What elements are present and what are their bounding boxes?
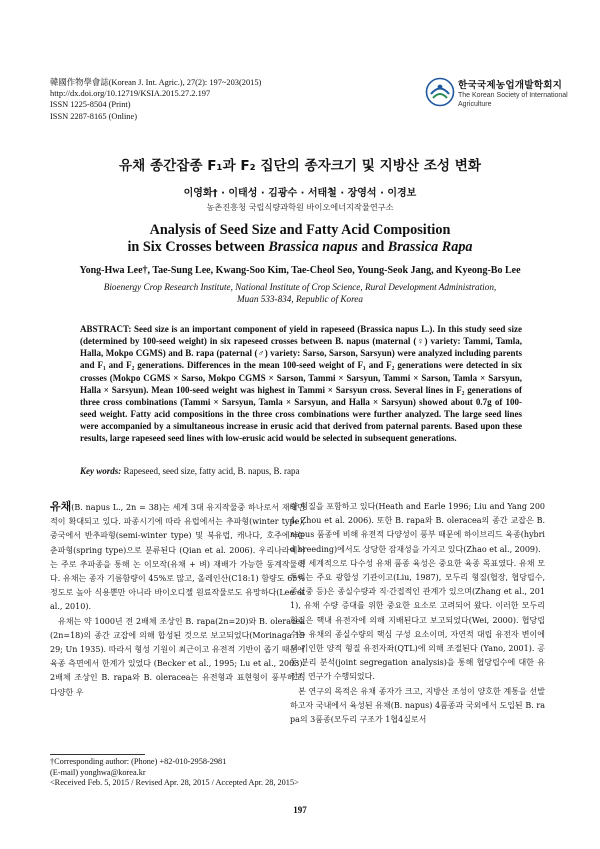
lead-word: 유채 <box>50 500 72 513</box>
society-name-en: The Korean Society of International Agriculture <box>458 92 568 108</box>
body-left-column <box>50 500 305 700</box>
paragraph-text: (B. napus L., 2n = 38)는 세계 3대 유지작물중 하나로서 재배면적이 확대되고 있다. 파종시기에 따라 유럽에서는 추파형(winter type), 중국에서 반추파형(semi-winter type) 및 북유럽, 캐나다, 호주에서는 춘파형(spring type)으로 분류된다 (Qian et al. 2006). 우리나라에서는 주로 추파종을 통해 논 이모작(유채 + 벼) 재배가 가능한 동계작물이다. 유채는 종자 기름함량이 45%로 많고, 올레인산(C18:1) 함량도 65% 정도로 높아 식용뿐만 아니라 바이오디젤 원료작물로도 유망하다(Lee et al., 2010). <box>50 503 305 612</box>
footnote-divider <box>50 754 145 755</box>
english-affiliation <box>0 281 600 305</box>
body-paragraph: 유채는 약 1000년 전 2배체 조상인 B. rapa(2n=20)와 B. oleracea(2n=18)의 종간 교잡에 의해 합성된 것으로 보고되었다(Morinaga 1929; Un 1935). 따라서 형성 기원이 최근이고 유전적 기반이 좁기 때문에 육종 측면에서 한계가 있었다 (Becker et al., 1995; Lu et al., 2003). 2배체 조상인 B. rapa와 B. oleracea는 유전형과 표현형이 풍부하고, 다양한 우 <box>50 616 305 697</box>
corresponding-author: †Corresponding author: (Phone) +82-010-2958-2981 <box>50 757 227 766</box>
affiliation-line1: Bioenergy Crop Research Institute, National Institute of Crop Science, Rural Development Administration, <box>103 282 497 292</box>
footnote <box>50 757 310 789</box>
title-species-rapa: Brassica Rapa <box>387 238 473 255</box>
body-paragraph: 본 연구의 목적은 유채 종자가 크고, 지방산 조성이 양호한 계통을 선발하고자 국내에서 육성된 유채(B. napus) 4품종과 국외에서 도입된 B. rapa의 3품종(모두리 구조가 1협4실로서 <box>290 686 545 725</box>
abstract-text: Seed size is an important component of yield in rapeseed (Brassica napus L.). In this study seed size (determined by 100-seed weight) in six rapeseed crosses between B. napus (maternal (♀) variety: Tammi, Tamla, Halla, Mokpo CGMS) and B. rapa (paternal (♂) variety: Sarso, Sarson, Sarsyun) were analyzed including parents and F₁ and F₂ generations. Differences in the mean 100-seed weight of F₁ and F₂ generations were detected in six crosses (Mokpo CGMS × Sarso, Mokpo CGMS × Sarson, Tammi × Sarsyun, Tammi × Sarson, Tamla × Sarsyun, Halla × Sarsyun). Mean 100-seed weight was highest in Tammi × Sarsyun cross. Several lines in F₂ generations of three cross combinations (Tammi × Sarsyun, Tamla × Sarsyun, and Halla × Sarsyun) showed about 0.7g of 100-seed weight. Fatty acid compositions in the three cross combinations were further analyzed. The large seed lines were accompanied by a simultaneous increase in erusic acid that derived from paternal parents. Based upon these results, large rapeseed seed lines with low-erusic acid would be selected in subsequent generations. <box>80 324 522 444</box>
society-emblem-icon <box>425 77 455 107</box>
author-email[interactable]: (E-mail) yonghwa@korea.kr <box>50 767 146 777</box>
society-logo-block <box>425 75 568 117</box>
affiliation-line2: Muan 533-834, Republic of Korea <box>237 294 363 305</box>
korean-title: 유채 종간잡종 F₁과 F₂ 집단의 종자크기 및 지방산 조성 변화 <box>119 158 481 174</box>
body-paragraph <box>50 500 305 615</box>
title-species-napus: Brassica napus <box>268 238 358 255</box>
journal-header <box>50 77 261 122</box>
english-authors: Yong-Hwa Lee†, Tae-Sung Lee, Kwang-Soo Kim, Tae-Cheol Seo, Young-Seok Jang, and Kyeong-Bo Lee <box>79 265 521 276</box>
body-right-column <box>290 500 545 727</box>
title-and: and <box>357 238 388 255</box>
title-prefix: in Six Crosses between <box>127 238 269 255</box>
society-name-ko: 한국국제농업개발학회지 <box>458 80 563 91</box>
page-number: 197 <box>293 805 307 815</box>
keywords-label: Key words: <box>80 466 122 476</box>
journal-citation: 韓國作物學會誌(Korean J. Int. Agric.), 27(2): 197~203(2015) <box>50 78 262 87</box>
english-title-line1: Analysis of Seed Size and Fatty Acid Composition <box>149 222 451 238</box>
korean-affiliation: 농촌진흥청 국립식량과학원 바이오에너지작물연구소 <box>206 202 394 212</box>
english-title-line2 <box>0 239 600 256</box>
abstract <box>80 323 522 445</box>
keywords-text: Rapeseed, seed size, fatty acid, B. napus, B. rapa <box>121 466 300 476</box>
keywords <box>80 466 522 476</box>
body-paragraph: 전 세계적으로 다수성 유채 품종 육성은 중요한 육종 목표였다. 유채 모두리는 주요 광합성 기관이고(Liu, 1987), 모두리 형질(협장, 협당립수, 종실중 등)은 종실수량과 직·간접적인 관계가 있으며(Zhang et al., 2011), 유채 수량 증대를 위한 중요한 요소로 고려되어 왔다. 이러한 모두리 형질은 핵내 유전자에 의해 지배된다고 보고되었다(Wei, 2000). 협당립수는 유채의 종실수량의 핵심 구성 요소이며, 자연적 대립 유전자 변이에서 기인한 양적 형질 유전자좌(QTL)에 의해 조절된다 (Yano, 2001). 공동 분리 분석(joint segregation analysis)을 통해 협당립수에 대한 유전적 연구가 수행되었다. <box>290 558 545 682</box>
abstract-label: ABSTRACT: <box>80 324 132 334</box>
doi-link[interactable]: http://dx.doi.org/10.12719/KSIA.2015.27.2.197 <box>50 89 211 99</box>
korean-authors: 이영화† · 이태성 · 김광수 · 서태철 · 장영석 · 이경보 <box>183 188 417 199</box>
english-title <box>0 222 600 255</box>
body-paragraph: 량 형질을 포함하고 있다(Heath and Earle 1996; Liu and Yang 2004; Zhou et al. 2006). 또한 B. rapa와 B. oleracea의 종간 교잡은 B. napus 품종에 비해 유전적 다양성이 풍부 때문에 하이브리드 육종(hybrid breeding)에서도 상당한 잠재성을 가지고 있다(Zhao et al., 2009). <box>290 502 545 554</box>
received-dates: <Received Feb. 5, 2015 / Revised Apr. 28, 2015 / Accepted Apr. 28, 2015> <box>50 778 299 788</box>
issn-online: ISSN 2287-8165 (Online) <box>50 111 138 121</box>
issn-print: ISSN 1225-8504 (Print) <box>50 100 131 110</box>
